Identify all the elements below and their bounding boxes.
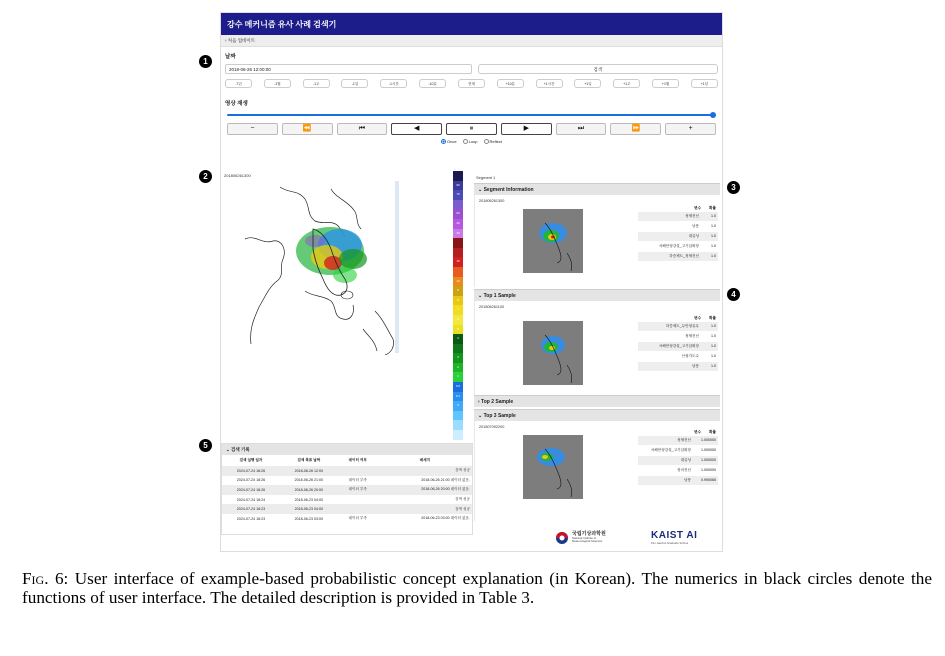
history-cell: 검색 성공 xyxy=(455,497,470,502)
colorbar-cell: 5 xyxy=(453,325,463,335)
variable-prob: 1.0 xyxy=(711,254,716,258)
date-step-button[interactable]: -1월 xyxy=(264,79,291,88)
badge-1: 1 xyxy=(199,55,212,68)
segment-info-timestamp: 201806261300 xyxy=(479,199,505,203)
top3-map xyxy=(523,435,583,499)
variable-row xyxy=(638,342,718,352)
history-cell xyxy=(338,495,378,505)
variable-name: 남풍 xyxy=(692,364,699,368)
search-history xyxy=(221,443,473,535)
top3-panel xyxy=(474,421,720,521)
history-cell: 2018-06-23 04:00 xyxy=(294,497,323,502)
history-cell: 2024-07-24 18:24 xyxy=(236,497,266,502)
history-row[interactable] xyxy=(222,504,472,514)
colorbar-cell xyxy=(453,420,463,430)
radio-button[interactable] xyxy=(441,139,446,144)
colorbar-cell xyxy=(453,200,463,210)
history-column-header: 검색 목표 날짜 xyxy=(297,458,321,462)
date-step-button[interactable]: +10분 xyxy=(497,79,524,88)
playback-control-button[interactable]: ⏮ xyxy=(337,123,388,135)
variable-name: 하층제트_무안형유무 xyxy=(665,324,699,328)
date-step-button[interactable]: -10분 xyxy=(419,79,446,88)
col-prob-header: 확률 xyxy=(709,206,716,210)
time-slider[interactable] xyxy=(227,111,716,119)
mode-option[interactable] xyxy=(463,139,478,144)
variable-name: 정체전선 xyxy=(685,334,699,338)
variable-row xyxy=(638,476,718,486)
date-input[interactable]: 2018-06-26 12:00:00 xyxy=(225,64,472,74)
history-cell: 2018-06-23 03:00 xyxy=(294,516,323,521)
top3-table xyxy=(638,429,718,486)
colorbar-cell xyxy=(453,344,463,354)
segment-info-header[interactable]: ⌄ Segment Information xyxy=(474,183,720,195)
history-row[interactable] xyxy=(222,466,472,476)
date-row xyxy=(221,62,722,76)
app-title: 강수 메커니즘 유사 사례 검색기 xyxy=(221,13,722,35)
colorbar-cell: 8 xyxy=(453,296,463,306)
main-timestamp: 201806261300 xyxy=(224,173,251,178)
kma-sub2: Meteorological Sciences xyxy=(572,539,603,544)
badge-3: 3 xyxy=(727,181,740,194)
kma-sub1: National Institute of xyxy=(572,536,596,540)
kma-logo xyxy=(555,531,606,545)
playback-control-button[interactable]: ⏩ xyxy=(610,123,661,135)
variable-name: 정체전선 xyxy=(677,438,691,442)
history-table xyxy=(222,455,472,524)
colorbar-cell: 40 xyxy=(453,219,463,229)
variable-name: 대류성 xyxy=(680,458,691,462)
history-cell: 2018-06-26 21:00 xyxy=(294,478,323,483)
history-cell: 데이터 부족 xyxy=(348,477,367,482)
colorbar-cell: 10 xyxy=(453,277,463,287)
variable-name: 남풍 xyxy=(692,224,699,228)
variable-name: 서해안형강설_고기압확장 xyxy=(658,344,699,348)
variable-row xyxy=(638,232,718,242)
playback-mode xyxy=(221,137,722,146)
history-row[interactable] xyxy=(222,476,472,486)
date-step-button[interactable]: -1일 xyxy=(341,79,368,88)
colorbar-cell: 15 xyxy=(453,257,463,267)
colorbar-cell: 7 xyxy=(453,305,463,315)
variable-row xyxy=(638,466,718,476)
colorbar-cell: 0 xyxy=(453,401,463,411)
date-step-button[interactable]: +1주 xyxy=(613,79,640,88)
variable-row xyxy=(638,322,718,332)
variable-row xyxy=(638,456,718,466)
variable-prob: 1.0 xyxy=(711,324,716,328)
playback-control-button[interactable]: ⏭ xyxy=(556,123,607,135)
top1-table xyxy=(638,315,718,372)
top1-panel xyxy=(474,301,720,399)
top2-header[interactable]: › Top 2 Sample xyxy=(474,395,720,407)
mode-option[interactable] xyxy=(484,139,502,144)
variable-prob: 1.0 xyxy=(711,224,716,228)
history-title: 검색 기록 xyxy=(231,447,250,452)
history-row[interactable] xyxy=(222,485,472,495)
colorbar-cell xyxy=(453,430,463,440)
date-step-button[interactable]: +1월 xyxy=(652,79,679,88)
colorbar-cell xyxy=(453,171,463,181)
history-cell: 2018-06-26 21:00 데이터 없음. xyxy=(421,477,470,482)
kma-emblem-icon xyxy=(555,531,569,545)
colorbar-cell: 60 xyxy=(453,209,463,219)
footer-logos xyxy=(551,527,721,551)
history-cell: 2024-07-24 18:26 xyxy=(236,478,266,483)
variable-row xyxy=(638,446,718,456)
mode-label: Once xyxy=(447,139,457,144)
radar-map xyxy=(235,179,401,355)
slider-track xyxy=(227,114,716,116)
date-step-button[interactable]: -1시간 xyxy=(380,79,407,88)
col-var-header: 변수 xyxy=(694,430,702,434)
variable-prob: 1.000000 xyxy=(701,448,716,452)
variable-row xyxy=(638,332,718,342)
variable-prob: 1.0 xyxy=(711,214,716,218)
history-cell xyxy=(338,466,378,476)
playback-control-button[interactable]: − xyxy=(227,123,278,135)
playback-controls xyxy=(221,121,722,137)
kaist-logo xyxy=(651,530,697,545)
top1-timestamp: 201806261100 xyxy=(479,305,505,309)
colorbar-cell: 9 xyxy=(453,286,463,296)
date-step-button[interactable]: +1시간 xyxy=(536,79,563,88)
colorbar-cell: 4 xyxy=(453,334,463,344)
colorbar-cell: 6 xyxy=(453,315,463,325)
history-cell: 2024-07-24 18:26 xyxy=(236,468,266,473)
kma-name: 국립기상과학원 xyxy=(572,531,606,537)
colorbar-cell xyxy=(453,411,463,421)
playback-control-button[interactable]: ⏸ xyxy=(446,123,497,135)
colorbar-cell xyxy=(453,267,463,277)
variable-prob: 1.000000 xyxy=(701,458,716,462)
variable-prob: 1.000000 xyxy=(701,438,716,442)
col-var-header: 변수 xyxy=(694,206,702,210)
playback-control-button[interactable]: + xyxy=(665,123,716,135)
col-var-header: 변수 xyxy=(694,316,702,320)
kaist-name: KAIST AI xyxy=(651,530,698,541)
history-column-header: 데이터 여부 xyxy=(348,458,367,462)
date-step-button[interactable]: +1일 xyxy=(574,79,601,88)
segment-info-panel xyxy=(474,195,720,287)
top3-header[interactable]: ⌄ Top 3 Sample xyxy=(474,409,720,421)
history-cell: 2024-07-24 18:23 xyxy=(236,516,266,521)
colorbar-cell: 0.5 xyxy=(453,382,463,392)
colorbar-cell: 1 xyxy=(453,372,463,382)
history-cell: 2018-06-23 03:00 데이터 없음. xyxy=(421,516,470,521)
variable-row xyxy=(638,242,718,252)
search-button[interactable]: 검색 xyxy=(478,64,719,74)
variable-name: 장마전선 xyxy=(677,468,691,472)
kaist-sub: Kim Jaechul Graduate School xyxy=(651,541,689,545)
history-row[interactable] xyxy=(222,495,472,505)
history-column-header: 검색 실행 일자 xyxy=(239,458,263,462)
variable-name: 서해안형강설_고기압확장 xyxy=(650,448,691,452)
top3-timestamp: 201807092200 xyxy=(479,425,505,429)
mode-option[interactable] xyxy=(441,139,457,144)
history-cell: 2018-06-23 04:00 xyxy=(294,507,323,512)
variable-row xyxy=(638,252,718,262)
history-cell: 데이터 부족 xyxy=(348,487,367,492)
badge-5: 5 xyxy=(199,439,212,452)
variable-prob: 1.0 xyxy=(711,364,716,368)
playback-control-button[interactable]: ▶ xyxy=(501,123,552,135)
variable-name: 서해안형강설_고기압확장 xyxy=(658,244,699,248)
colorbar-cell: 30 xyxy=(453,229,463,239)
badge-4: 4 xyxy=(727,288,740,301)
mode-label: Loop xyxy=(468,139,478,144)
colorbar-cell: 0.1 xyxy=(453,392,463,402)
colorbar-cell: 3 xyxy=(453,353,463,363)
date-step-buttons xyxy=(221,76,722,91)
history-cell: 2018-06-26 12:00 xyxy=(294,468,323,473)
caption-text: User interface of example-based probabilistic concept explanation (in Korean). The numerics in black circles denote the functions of user interface. The detailed description is provided in Table 3. xyxy=(22,569,933,607)
variable-row xyxy=(638,222,718,232)
date-step-button[interactable]: +1년 xyxy=(691,79,718,88)
date-step-button[interactable]: 현재 xyxy=(458,79,485,88)
figure-label: Fig. 6: xyxy=(22,569,69,588)
upload-toggle[interactable]: › 처음 업데이트 xyxy=(221,35,722,47)
variable-prob: 1.0 xyxy=(711,334,716,338)
slider-thumb[interactable] xyxy=(710,112,716,118)
variable-prob: 0.990065 xyxy=(701,478,716,482)
colorbar-cell: 2 xyxy=(453,363,463,373)
variable-name: 산형각도수 xyxy=(681,354,699,358)
date-step-button[interactable]: -1주 xyxy=(303,79,330,88)
playback-control-button[interactable]: ◀ xyxy=(391,123,442,135)
playback-section-label: 영상 재생 xyxy=(225,101,248,107)
segment-label: Segment 1 xyxy=(476,175,496,180)
variable-name: 정체전선 xyxy=(685,214,699,218)
history-cell xyxy=(338,504,378,514)
top3-title: Top 3 Sample xyxy=(483,413,516,419)
variable-row xyxy=(638,436,718,446)
variable-prob: 1.000000 xyxy=(701,468,716,472)
history-row[interactable] xyxy=(222,514,472,524)
variable-prob: 1.0 xyxy=(711,344,716,348)
col-prob-header: 확률 xyxy=(709,430,716,434)
history-cell: 검색 성공 xyxy=(455,506,470,511)
date-step-button[interactable]: -7년 xyxy=(225,79,252,88)
top1-header[interactable]: ⌄ Top 1 Sample xyxy=(474,289,720,301)
top1-title: Top 1 Sample xyxy=(483,293,516,299)
col-prob-header: 확률 xyxy=(709,316,716,320)
radio-button[interactable] xyxy=(463,139,468,144)
badge-2: 2 xyxy=(199,170,212,183)
history-cell: 2024-07-24 18:26 xyxy=(236,487,266,492)
variable-row xyxy=(638,362,718,372)
segment-info-table xyxy=(638,205,718,262)
colorbar-cell: 90 xyxy=(453,181,463,191)
figure-caption xyxy=(22,569,932,607)
history-cell: 2018-06-26 20:00 데이터 없음. xyxy=(421,487,470,492)
history-cell: 검색 성공 xyxy=(455,468,470,473)
variable-prob: 1.0 xyxy=(711,244,716,248)
history-header[interactable]: ⌄ 검색 기록 xyxy=(222,444,472,455)
radio-button[interactable] xyxy=(484,139,489,144)
colorbar-cell xyxy=(453,238,463,248)
variable-name: 하층제트_정체전선 xyxy=(669,254,699,258)
variable-name: 대류성 xyxy=(688,234,699,238)
history-cell: 데이터 부족 xyxy=(348,516,367,521)
playback-control-button[interactable]: ⏪ xyxy=(282,123,333,135)
segment-info-map xyxy=(523,209,583,273)
variable-row xyxy=(638,352,718,362)
history-cell: 2024-07-24 18:23 xyxy=(236,507,266,512)
variable-row xyxy=(638,212,718,222)
app-window xyxy=(220,12,723,552)
colorbar-cell: 70 xyxy=(453,190,463,200)
history-column-header: 메세지 xyxy=(419,458,431,462)
segment-info-title: Segment Information xyxy=(483,187,534,193)
variable-prob: 1.0 xyxy=(711,354,716,358)
top1-map xyxy=(523,321,583,385)
variable-prob: 1.0 xyxy=(711,234,716,238)
precipitation-colorbar xyxy=(453,171,463,439)
colorbar-cell xyxy=(453,248,463,258)
mode-label: Reflect xyxy=(489,139,502,144)
history-cell: 2018-06-26 20:00 xyxy=(294,487,323,492)
variable-name: 남풍 xyxy=(684,478,691,482)
date-section-label: 날짜 xyxy=(225,54,236,60)
